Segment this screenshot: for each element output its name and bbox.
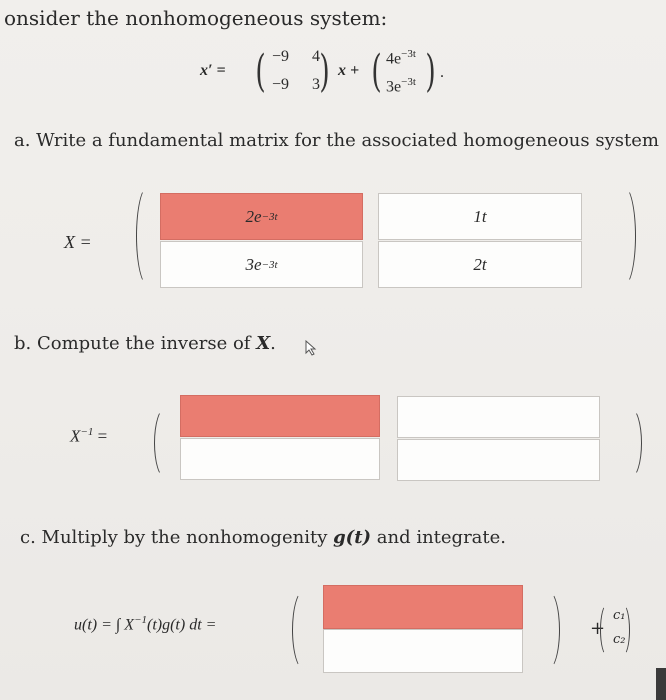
A-left-paren: (: [255, 46, 266, 97]
intro-text: onsider the nonhomogeneous system:: [4, 6, 388, 30]
part-a-left-paren: [136, 186, 160, 286]
c-vector-left-paren: [600, 604, 614, 656]
X-r1c2-input[interactable]: 1t: [378, 193, 582, 240]
Xinv-r2c1-input[interactable]: [180, 438, 380, 480]
c-vector-right-paren: [616, 604, 630, 656]
part-b-left-paren: [154, 408, 176, 478]
x-plus: x +: [338, 62, 360, 79]
F-right-paren: ): [425, 46, 436, 97]
part-b-right-paren: [620, 408, 642, 478]
right-edge-mark: [656, 668, 666, 700]
Xinv-r1c2-input[interactable]: [397, 396, 600, 438]
A-right-paren: ): [319, 46, 330, 97]
part-c-prompt: c. Multiply by the nonhomogenity g(t) and integrate.: [20, 527, 507, 548]
part-b-lhs: $X^{-1}$ =: [70, 426, 108, 446]
mouse-cursor-icon: [304, 340, 318, 356]
period: .: [440, 64, 444, 81]
c2-label: c₂: [613, 632, 626, 647]
plus-sign: +: [590, 618, 606, 639]
part-a-prompt: a. Write a fundamental matrix for the associated homogeneous system: [14, 130, 659, 151]
system-equation: [200, 40, 460, 110]
X-r2c2-input[interactable]: 2t: [378, 241, 582, 288]
A-r2c2: 3: [312, 76, 320, 93]
part-c-lhs: u(t) = ∫ $X^{-1}(t)g(t)$ dt =: [74, 614, 217, 634]
u-r1-input[interactable]: [323, 585, 523, 629]
A-r2c1: −9: [272, 76, 290, 93]
u-r2-input[interactable]: [323, 629, 523, 673]
part-a-right-paren: [612, 186, 636, 286]
F-left-paren: (: [371, 46, 382, 97]
Xinv-r2c2-input[interactable]: [397, 439, 600, 481]
part-b-prompt: b. Compute the inverse of X.: [14, 333, 276, 354]
A-r1c2: 4: [312, 48, 320, 65]
F-bottom: $3e^{-3t}$: [386, 76, 416, 96]
part-a-lhs: X =: [64, 232, 92, 252]
part-c-left-paren: [292, 590, 316, 670]
c1-label: c₁: [613, 608, 626, 623]
X-r1c1-input[interactable]: 2e −3t: [160, 193, 363, 240]
F-top: $4e^{-3t}$: [386, 48, 416, 68]
Xinv-r1c1-input[interactable]: [180, 395, 380, 437]
A-r1c1: −9: [272, 48, 290, 65]
part-c-right-paren: [536, 590, 560, 670]
X-r2c1-input[interactable]: 3e −3t: [160, 241, 363, 288]
lhs-xprime: x′ =: [200, 62, 226, 79]
